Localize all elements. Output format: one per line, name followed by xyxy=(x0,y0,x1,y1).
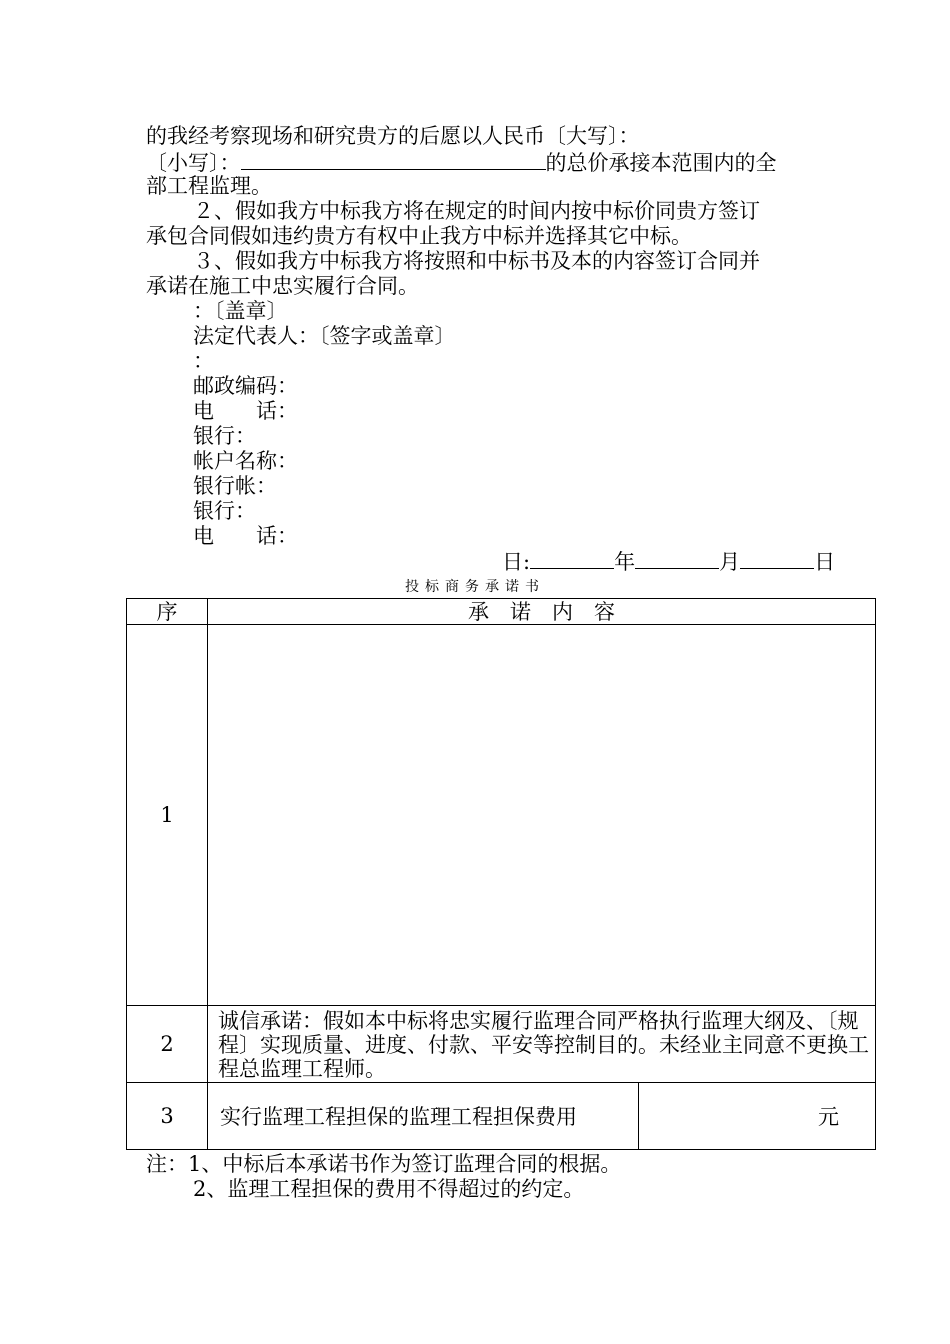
date-prefix: 日: xyxy=(502,550,531,574)
day-label: 日 xyxy=(814,550,836,574)
date-blank-3[interactable] xyxy=(740,548,814,569)
table-row xyxy=(127,625,876,1006)
row-number: 2 xyxy=(127,1006,208,1083)
small-amount-label: 〔小写〕： xyxy=(146,151,241,175)
commitment-table xyxy=(126,598,876,1150)
bank-label-1: 银行： xyxy=(193,424,256,448)
table-row xyxy=(127,1083,876,1150)
row-content[interactable] xyxy=(208,625,876,1006)
letter-line-1: 的我经考察现场和研究贵方的后愿以人民币〔大写〕： xyxy=(146,124,640,148)
table-row xyxy=(127,1006,876,1083)
letter-line-3: 部工程监理。 xyxy=(146,174,272,198)
table-title: 投标商务承诺书 xyxy=(405,579,545,595)
guarantee-fee-label: 实行监理工程担保的监理工程担保费用 xyxy=(208,1083,639,1150)
seal-line: ：〔盖章〕 xyxy=(193,299,288,323)
phone-label-2: 电 话： xyxy=(193,524,298,548)
row-number: 3 xyxy=(127,1083,208,1150)
paragraph-2-line-1: ２、假如我方中标我方将在规定的时间内按中标价同贵方签订 xyxy=(193,199,760,223)
note-1: 注：1、中标后本承诺书作为签订监理合同的根据。 xyxy=(146,1152,622,1176)
legal-representative: 法定代表人：〔签字或盖章〕 xyxy=(193,324,456,348)
phone-label-1: 电 话： xyxy=(193,399,298,423)
paragraph-3-line-2: 承诺在施工中忠实履行合同。 xyxy=(146,274,419,298)
bank-label-2: 银行： xyxy=(193,499,256,523)
letter-line-2 xyxy=(146,149,777,175)
guarantee-fee-unit[interactable]: 元 xyxy=(639,1083,876,1150)
date-blank-2[interactable] xyxy=(635,548,719,569)
colon-line: ： xyxy=(193,349,214,373)
paragraph-3-line-1: ３、假如我方中标我方将按照和中标书及本的内容签订合同并 xyxy=(193,249,760,273)
date-line xyxy=(502,548,835,574)
header-content: 承 诺 内 容 xyxy=(208,599,876,625)
month-label: 月 xyxy=(719,550,741,574)
row-number: 1 xyxy=(127,625,208,1006)
paragraph-2-line-2: 承包合同假如违约贵方有权中止我方中标并选择其它中标。 xyxy=(146,224,692,248)
header-seq: 序 xyxy=(127,599,208,625)
table-header-row xyxy=(127,599,876,625)
note-2: 2、监理工程担保的费用不得超过的约定。 xyxy=(193,1177,585,1201)
bank-account-label: 银行帐： xyxy=(193,474,277,498)
integrity-commitment: 诚信承诺：假如本中标将忠实履行监理合同严格执行监理大纲及、〔规程〕实现质量、进度、付款、平安等控制目的。未经业主同意不更换工程总监理工程师。 xyxy=(208,1006,876,1083)
small-amount-blank[interactable] xyxy=(241,149,546,170)
postcode-label: 邮政编码： xyxy=(193,374,298,398)
year-label: 年 xyxy=(614,550,636,574)
date-blank-1[interactable] xyxy=(530,548,614,569)
account-name-label: 帐户名称： xyxy=(193,449,298,473)
letter-line-2-suffix: 的总价承接本范围内的全 xyxy=(545,151,777,175)
